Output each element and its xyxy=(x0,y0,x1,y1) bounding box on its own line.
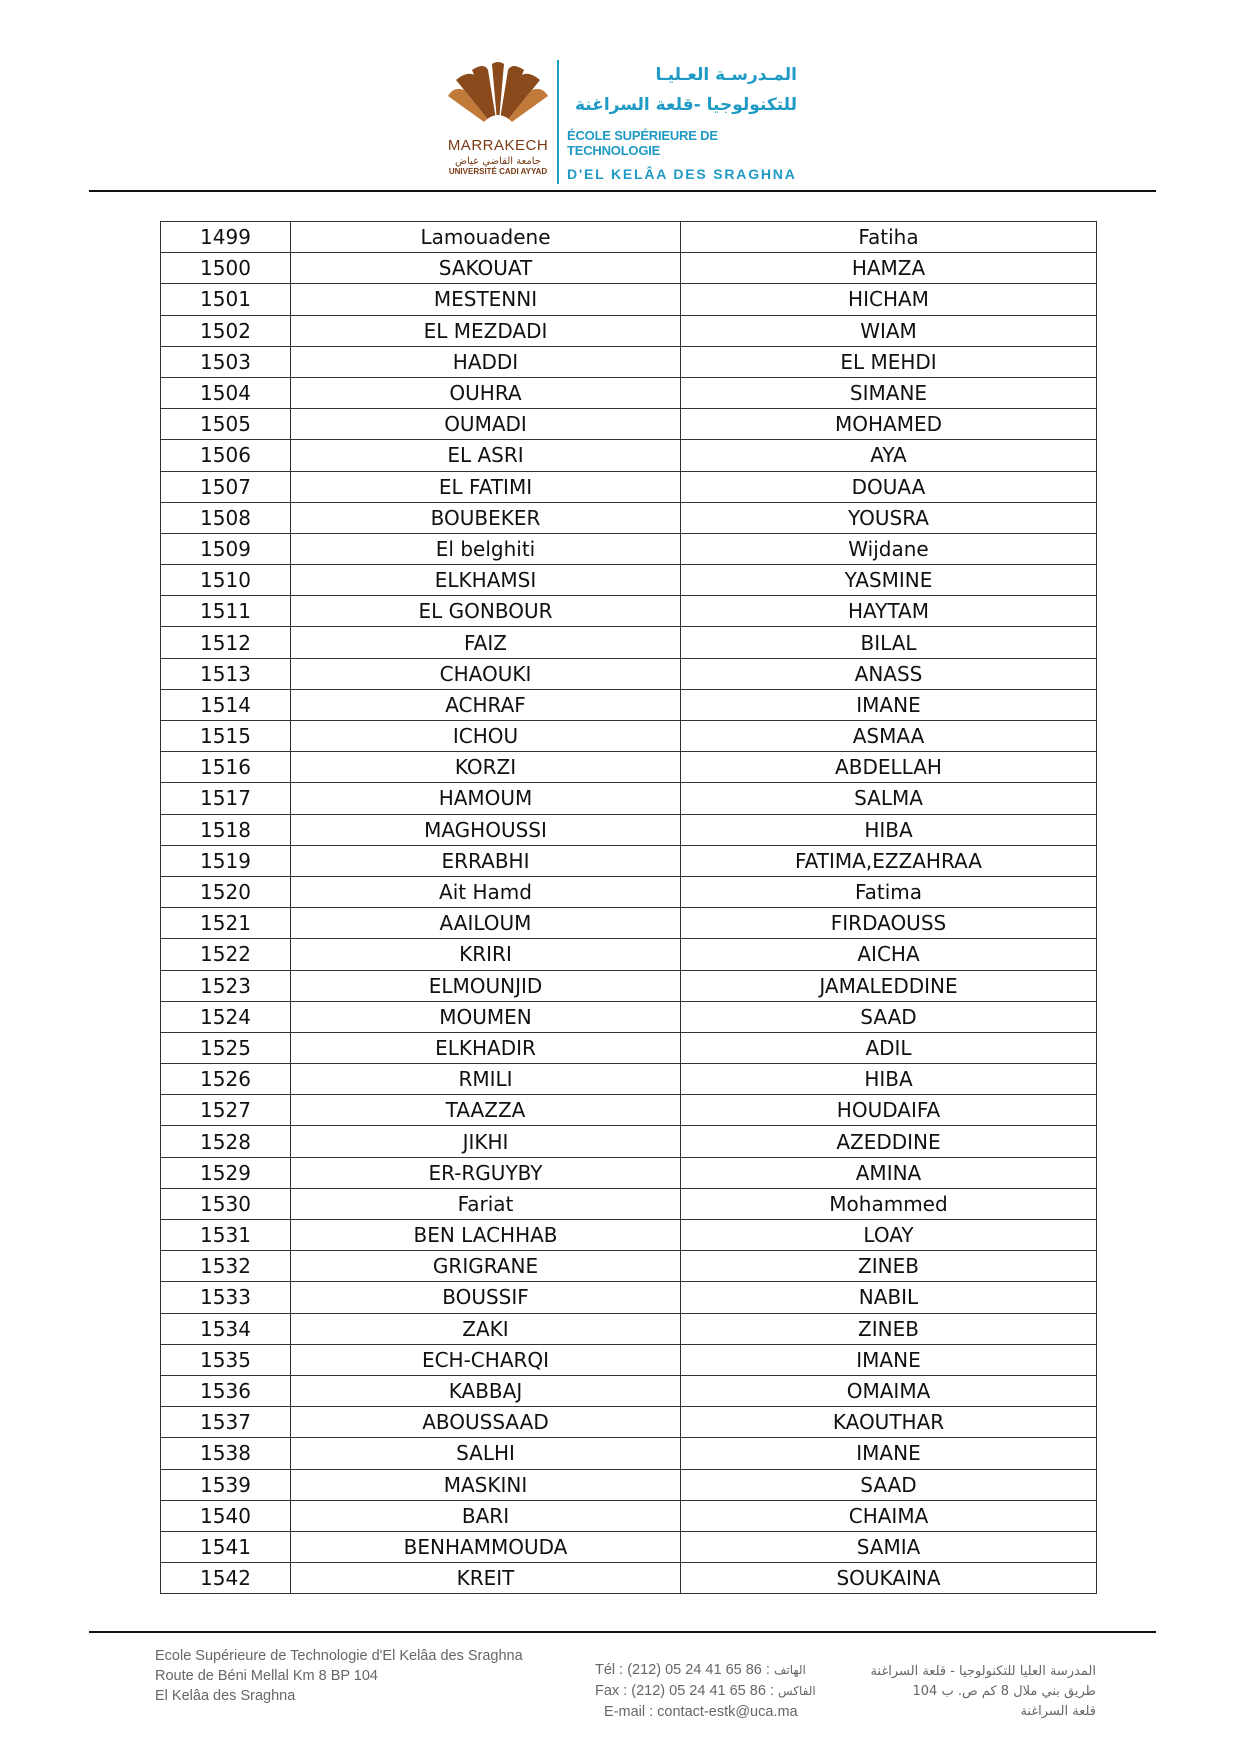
table-row xyxy=(161,1126,1097,1157)
last-name-cell: BOUSSIF xyxy=(291,1282,681,1313)
first-name-cell: YASMINE xyxy=(681,565,1097,596)
footer-address-fr-line3: El Kelâa des Sraghna xyxy=(155,1688,296,1704)
table-row xyxy=(161,1220,1097,1251)
student-number-cell: 1524 xyxy=(161,1001,291,1032)
first-name-cell: BILAL xyxy=(681,627,1097,658)
student-number-cell: 1510 xyxy=(161,565,291,596)
student-number-cell: 1505 xyxy=(161,409,291,440)
table-row xyxy=(161,596,1097,627)
student-number-cell: 1532 xyxy=(161,1251,291,1282)
student-number-cell: 1528 xyxy=(161,1126,291,1157)
first-name-cell: MOHAMED xyxy=(681,409,1097,440)
first-name-cell: Mohammed xyxy=(681,1188,1097,1219)
table-row xyxy=(161,377,1097,408)
last-name-cell: KRIRI xyxy=(291,939,681,970)
footer-address-fr xyxy=(155,1646,523,1706)
table-row xyxy=(161,845,1097,876)
last-name-cell: RMILI xyxy=(291,1064,681,1095)
student-number-cell: 1519 xyxy=(161,845,291,876)
table-row xyxy=(161,565,1097,596)
student-number-cell: 1508 xyxy=(161,502,291,533)
table-row xyxy=(161,1407,1097,1438)
first-name-cell: AYA xyxy=(681,440,1097,471)
first-name-cell: Fatiha xyxy=(681,222,1097,253)
footer-tel-ar: الهاتف xyxy=(773,1663,806,1677)
last-name-cell: EL ASRI xyxy=(291,440,681,471)
first-name-cell: FIRDAOUSS xyxy=(681,908,1097,939)
first-name-cell: CHAIMA xyxy=(681,1500,1097,1531)
student-number-cell: 1539 xyxy=(161,1469,291,1500)
table-row xyxy=(161,627,1097,658)
first-name-cell: ASMAA xyxy=(681,721,1097,752)
student-number-cell: 1527 xyxy=(161,1095,291,1126)
first-name-cell: EL MEHDI xyxy=(681,346,1097,377)
footer-address-fr-line1: Ecole Supérieure de Technologie d'El Kelâa des Sraghna xyxy=(155,1648,523,1664)
first-name-cell: NABIL xyxy=(681,1282,1097,1313)
student-number-cell: 1506 xyxy=(161,440,291,471)
last-name-cell: MAGHOUSSI xyxy=(291,814,681,845)
table-row xyxy=(161,1095,1097,1126)
last-name-cell: HADDI xyxy=(291,346,681,377)
table-row xyxy=(161,783,1097,814)
student-list-body xyxy=(161,222,1097,1594)
logo-university-fr: UNIVERSITÉ CADI AYYAD xyxy=(448,167,548,176)
first-name-cell: HIBA xyxy=(681,814,1097,845)
table-row xyxy=(161,471,1097,502)
table-row xyxy=(161,1188,1097,1219)
footer-fax-line xyxy=(595,1681,816,1702)
table-row xyxy=(161,1032,1097,1063)
student-number-cell: 1537 xyxy=(161,1407,291,1438)
last-name-cell: SAKOUAT xyxy=(291,253,681,284)
school-name-fr-line2: D'EL KELÂA DES SRAGHNA xyxy=(567,166,797,182)
table-row xyxy=(161,284,1097,315)
last-name-cell: KORZI xyxy=(291,752,681,783)
student-number-cell: 1507 xyxy=(161,471,291,502)
last-name-cell: El belghiti xyxy=(291,533,681,564)
student-number-cell: 1530 xyxy=(161,1188,291,1219)
last-name-cell: Fariat xyxy=(291,1188,681,1219)
student-number-cell: 1503 xyxy=(161,346,291,377)
first-name-cell: SAMIA xyxy=(681,1531,1097,1562)
student-number-cell: 1526 xyxy=(161,1064,291,1095)
student-number-cell: 1534 xyxy=(161,1313,291,1344)
last-name-cell: EL GONBOUR xyxy=(291,596,681,627)
first-name-cell: ZINEB xyxy=(681,1313,1097,1344)
table-row xyxy=(161,315,1097,346)
student-number-cell: 1533 xyxy=(161,1282,291,1313)
last-name-cell: OUMADI xyxy=(291,409,681,440)
student-number-cell: 1504 xyxy=(161,377,291,408)
table-row xyxy=(161,1157,1097,1188)
table-row xyxy=(161,1251,1097,1282)
first-name-cell: HIBA xyxy=(681,1064,1097,1095)
student-number-cell: 1517 xyxy=(161,783,291,814)
first-name-cell: AZEDDINE xyxy=(681,1126,1097,1157)
first-name-cell: ADIL xyxy=(681,1032,1097,1063)
first-name-cell: ZINEB xyxy=(681,1251,1097,1282)
table-row xyxy=(161,1344,1097,1375)
palm-fan-logo-icon xyxy=(446,62,550,134)
logo-university-ar: جامعة القاضي عياض xyxy=(454,156,541,167)
last-name-cell: EL MEZDADI xyxy=(291,315,681,346)
last-name-cell: ZAKI xyxy=(291,1313,681,1344)
last-name-cell: ELKHAMSI xyxy=(291,565,681,596)
school-name-block xyxy=(567,60,797,182)
last-name-cell: JIKHI xyxy=(291,1126,681,1157)
last-name-cell: BENHAMMOUDA xyxy=(291,1531,681,1562)
student-number-cell: 1509 xyxy=(161,533,291,564)
table-row xyxy=(161,970,1097,1001)
student-number-cell: 1531 xyxy=(161,1220,291,1251)
last-name-cell: ER-RGUYBY xyxy=(291,1157,681,1188)
last-name-cell: KABBAJ xyxy=(291,1375,681,1406)
student-number-cell: 1499 xyxy=(161,222,291,253)
table-row xyxy=(161,814,1097,845)
footer-rule xyxy=(89,1631,1156,1633)
table-row xyxy=(161,1064,1097,1095)
last-name-cell: MESTENNI xyxy=(291,284,681,315)
last-name-cell: TAAZZA xyxy=(291,1095,681,1126)
last-name-cell: ECH-CHARQI xyxy=(291,1344,681,1375)
footer-address-ar-line2: طريق بني ملال 8 كم ص. ب 104 xyxy=(912,1684,1096,1699)
first-name-cell: SAAD xyxy=(681,1001,1097,1032)
first-name-cell: SOUKAINA xyxy=(681,1563,1097,1594)
footer-tel: Tél : (212) 05 24 41 65 86 : xyxy=(595,1662,770,1678)
student-number-cell: 1520 xyxy=(161,876,291,907)
first-name-cell: IMANE xyxy=(681,1344,1097,1375)
student-number-cell: 1523 xyxy=(161,970,291,1001)
first-name-cell: LOAY xyxy=(681,1220,1097,1251)
table-row xyxy=(161,1563,1097,1594)
last-name-cell: GRIGRANE xyxy=(291,1251,681,1282)
first-name-cell: YOUSRA xyxy=(681,502,1097,533)
student-number-cell: 1525 xyxy=(161,1032,291,1063)
table-row xyxy=(161,409,1097,440)
school-name-fr-line1: ÉCOLE SUPÉRIEURE DE TECHNOLOGIE xyxy=(567,128,718,158)
first-name-cell: HAYTAM xyxy=(681,596,1097,627)
student-number-cell: 1514 xyxy=(161,689,291,720)
last-name-cell: ERRABHI xyxy=(291,845,681,876)
logo-city-text: MARRAKECH xyxy=(447,137,549,154)
last-name-cell: HAMOUM xyxy=(291,783,681,814)
footer-address-ar-line3: قلعة السراغنة xyxy=(1020,1704,1096,1719)
page-header xyxy=(0,0,1241,192)
student-number-cell: 1512 xyxy=(161,627,291,658)
first-name-cell: IMANE xyxy=(681,1438,1097,1469)
school-name-ar-line2: للتكنولوجيا -قلعة السراغنة xyxy=(574,95,797,115)
student-number-cell: 1511 xyxy=(161,596,291,627)
student-number-cell: 1522 xyxy=(161,939,291,970)
last-name-cell: MOUMEN xyxy=(291,1001,681,1032)
student-number-cell: 1502 xyxy=(161,315,291,346)
first-name-cell: SALMA xyxy=(681,783,1097,814)
first-name-cell: Wijdane xyxy=(681,533,1097,564)
last-name-cell: CHAOUKI xyxy=(291,658,681,689)
table-row xyxy=(161,253,1097,284)
first-name-cell: AICHA xyxy=(681,939,1097,970)
first-name-cell: ANASS xyxy=(681,658,1097,689)
footer-email[interactable]: E-mail : contact-estk@uca.ma xyxy=(604,1704,798,1720)
last-name-cell: ICHOU xyxy=(291,721,681,752)
last-name-cell: Lamouadene xyxy=(291,222,681,253)
student-number-cell: 1540 xyxy=(161,1500,291,1531)
first-name-cell: FATIMA,EZZAHRAA xyxy=(681,845,1097,876)
last-name-cell: EL FATIMI xyxy=(291,471,681,502)
table-row xyxy=(161,1438,1097,1469)
footer-address-ar-line1: المدرسة العليا للتكنولوجيا - قلعة السراغنة xyxy=(870,1664,1096,1679)
table-row xyxy=(161,1375,1097,1406)
table-row xyxy=(161,658,1097,689)
student-number-cell: 1515 xyxy=(161,721,291,752)
last-name-cell: Ait Hamd xyxy=(291,876,681,907)
last-name-cell: MASKINI xyxy=(291,1469,681,1500)
table-row xyxy=(161,1469,1097,1500)
student-number-cell: 1538 xyxy=(161,1438,291,1469)
table-row xyxy=(161,721,1097,752)
table-row xyxy=(161,1531,1097,1562)
student-number-cell: 1500 xyxy=(161,253,291,284)
footer-contact xyxy=(595,1660,816,1723)
university-logo xyxy=(446,62,550,190)
footer-address-ar xyxy=(860,1662,1096,1722)
table-row xyxy=(161,533,1097,564)
student-number-cell: 1518 xyxy=(161,814,291,845)
student-number-cell: 1535 xyxy=(161,1344,291,1375)
last-name-cell: BARI xyxy=(291,1500,681,1531)
footer-fax: Fax : (212) 05 24 41 65 86 : xyxy=(595,1683,774,1699)
student-number-cell: 1542 xyxy=(161,1563,291,1594)
last-name-cell: ABOUSSAAD xyxy=(291,1407,681,1438)
last-name-cell: ACHRAF xyxy=(291,689,681,720)
table-row xyxy=(161,689,1097,720)
student-list-table xyxy=(160,221,1097,1594)
student-number-cell: 1536 xyxy=(161,1375,291,1406)
student-number-cell: 1541 xyxy=(161,1531,291,1562)
table-row xyxy=(161,939,1097,970)
table-row xyxy=(161,876,1097,907)
last-name-cell: ELKHADIR xyxy=(291,1032,681,1063)
table-row xyxy=(161,222,1097,253)
first-name-cell: IMANE xyxy=(681,689,1097,720)
student-number-cell: 1516 xyxy=(161,752,291,783)
table-row xyxy=(161,346,1097,377)
header-divider xyxy=(557,60,559,184)
footer-tel-line xyxy=(595,1660,816,1681)
first-name-cell: WIAM xyxy=(681,315,1097,346)
first-name-cell: HAMZA xyxy=(681,253,1097,284)
table-row xyxy=(161,1313,1097,1344)
last-name-cell: SALHI xyxy=(291,1438,681,1469)
student-number-cell: 1529 xyxy=(161,1157,291,1188)
last-name-cell: BEN LACHHAB xyxy=(291,1220,681,1251)
school-name-ar-line1: المـدرسـة العـليـا xyxy=(655,65,797,85)
first-name-cell: HOUDAIFA xyxy=(681,1095,1097,1126)
footer-fax-ar: الفاكس xyxy=(777,1684,816,1698)
table-row xyxy=(161,502,1097,533)
header-rule xyxy=(89,190,1156,192)
table-row xyxy=(161,1282,1097,1313)
first-name-cell: HICHAM xyxy=(681,284,1097,315)
table-row xyxy=(161,1001,1097,1032)
last-name-cell: AAILOUM xyxy=(291,908,681,939)
first-name-cell: ABDELLAH xyxy=(681,752,1097,783)
table-row xyxy=(161,908,1097,939)
first-name-cell: SAAD xyxy=(681,1469,1097,1500)
table-row xyxy=(161,440,1097,471)
table-row xyxy=(161,1500,1097,1531)
last-name-cell: ELMOUNJID xyxy=(291,970,681,1001)
footer-address-fr-line2: Route de Béni Mellal Km 8 BP 104 xyxy=(155,1668,379,1684)
student-number-cell: 1501 xyxy=(161,284,291,315)
first-name-cell: AMINA xyxy=(681,1157,1097,1188)
first-name-cell: JAMALEDDINE xyxy=(681,970,1097,1001)
last-name-cell: FAIZ xyxy=(291,627,681,658)
first-name-cell: KAOUTHAR xyxy=(681,1407,1097,1438)
table-row xyxy=(161,752,1097,783)
last-name-cell: OUHRA xyxy=(291,377,681,408)
first-name-cell: SIMANE xyxy=(681,377,1097,408)
first-name-cell: DOUAA xyxy=(681,471,1097,502)
student-number-cell: 1513 xyxy=(161,658,291,689)
last-name-cell: BOUBEKER xyxy=(291,502,681,533)
last-name-cell: KREIT xyxy=(291,1563,681,1594)
first-name-cell: Fatima xyxy=(681,876,1097,907)
student-number-cell: 1521 xyxy=(161,908,291,939)
first-name-cell: OMAIMA xyxy=(681,1375,1097,1406)
